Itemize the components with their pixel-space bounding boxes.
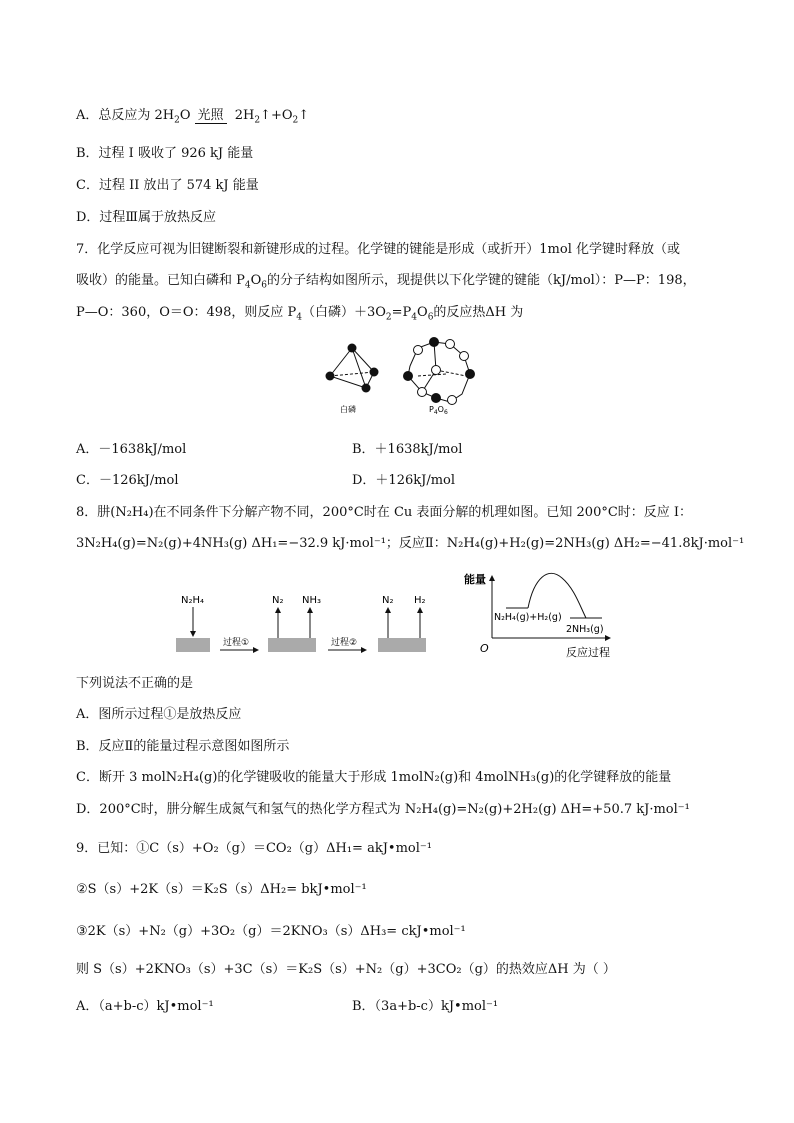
q8-question: 下列说法不正确的是 <box>76 676 194 691</box>
q7-stem-line1: 7．化学反应可视为旧键断裂和新键形成的过程。化学键的键能是形成（或折开）1mol 化学键时释放（或 <box>76 242 680 257</box>
white-phosphorus-structure <box>330 348 374 388</box>
q6-option-a: A．总反应为 $2H_2O$ 光照 $2H_2↑+O_2↑$ <box>76 108 310 126</box>
q6-option-d: D．过程Ⅲ属于放热反应 <box>76 210 216 225</box>
q9-option-b: B．（3a+b-c）kJ•mol⁻¹ <box>352 999 499 1014</box>
q9-equation-1: 9．已知：①C（s）+O₂（g）＝CO₂（g）ΔH₁= akJ•mol⁻¹ <box>76 841 432 856</box>
q9-equation-3: ③2K（s）+N₂（g）+3O₂（g）＝2KNO₃（s）ΔH₃= ckJ•mol⁻¹ <box>76 924 466 939</box>
step1-label: 过程① <box>223 638 250 648</box>
q7-stem-line2: 吸收）的能量。已知白磷和 $P_4O_6$的分子结构如图所示，现提供以下化学键的键能（kJ/mol）：P—P：198， <box>76 273 696 291</box>
reaction-path-label: 反应过程 <box>566 646 610 659</box>
q6-option-b: B．过程 I 吸收了 926 kJ 能量 <box>76 146 254 161</box>
nh3-label: NH₃ <box>302 595 322 606</box>
h2-label: H₂ <box>414 595 426 606</box>
n2-label-2: N₂ <box>382 595 394 606</box>
q8-option-b: B．反应Ⅱ的能量过程示意图如图所示 <box>76 739 290 754</box>
q7-option-d: D．＋126kJ/mol <box>352 473 456 488</box>
molecule-structures-figure <box>318 336 488 416</box>
energy-profile-diagram <box>462 570 622 662</box>
reactants-label: N₂H₄(g)+H₂(g) <box>494 612 562 623</box>
p4o6-label: $P_4O_6$ <box>429 405 448 416</box>
step2-label: 过程② <box>331 638 358 648</box>
energy-axis-label: 能量 <box>464 573 486 586</box>
q8-option-d: D．200°C时，肼分解生成氮气和氢气的热化学方程式为 N₂H₄(g)=N₂(g)+2H₂(g) ΔH=+50.7 kJ·mol⁻¹ <box>76 802 690 817</box>
cu-surface <box>176 638 210 652</box>
origin-label: O <box>480 642 489 655</box>
q8-stem-line2: 3N₂H₄(g)=N₂(g)+4NH₃(g) ΔH₁=−32.9 kJ·mol⁻¹；反应Ⅱ：N₂H₄(g)+H₂(g)=2NH₃(g) ΔH₂=−41.8kJ·mol⁻¹ <box>76 536 745 551</box>
products-label: 2NH₃(g) <box>566 624 604 635</box>
q7-option-b: B．＋1638kJ/mol <box>352 442 463 457</box>
q7-stem-line3: P—O：360，O＝O：498，则反应 $P_4$（白磷）$+3O_2=P_4O_6$的反应热ΔH 为 <box>76 305 524 323</box>
q6-option-c: C．过程 II 放出了 574 kJ 能量 <box>76 178 259 193</box>
q8-stem-line1: 8．肼(N₂H₄)在不同条件下分解产物不同，200°C时在 Cu 表面分解的机理如图。已知 200°C时：反应 I： <box>76 505 693 520</box>
q7-option-c: C．－126kJ/mol <box>76 473 179 488</box>
q9-option-a: A．（a+b-c）kJ•mol⁻¹ <box>76 999 214 1014</box>
cu-surface <box>268 638 316 652</box>
cu-surface <box>378 638 426 652</box>
n2h4-label: N₂H₄ <box>181 595 205 606</box>
white-phosphorus-label: 白磷 <box>340 405 356 414</box>
q9-question: 则 S（s）+2KNO₃（s）+3C（s）＝K₂S（s）+N₂（g）+3CO₂（g）的热效应ΔH 为（ ） <box>76 962 616 977</box>
q9-equation-2: ②S（s）+2K（s）＝K₂S（s）ΔH₂= bkJ•mol⁻¹ <box>76 882 367 897</box>
q7-option-a: A．－1638kJ/mol <box>76 442 187 457</box>
decomposition-mechanism-figure <box>170 592 440 664</box>
q8-option-c: C．断开 3 molN₂H₄(g)的化学键吸收的能量大于形成 1molN₂(g)和 4molNH₃(g)的化学键释放的能量 <box>76 770 672 785</box>
q8-option-a: A．图所示过程①是放热反应 <box>76 707 242 722</box>
n2-label: N₂ <box>272 595 284 606</box>
p4o6-atoms <box>404 338 475 405</box>
light-condition: 光照 <box>195 109 227 124</box>
